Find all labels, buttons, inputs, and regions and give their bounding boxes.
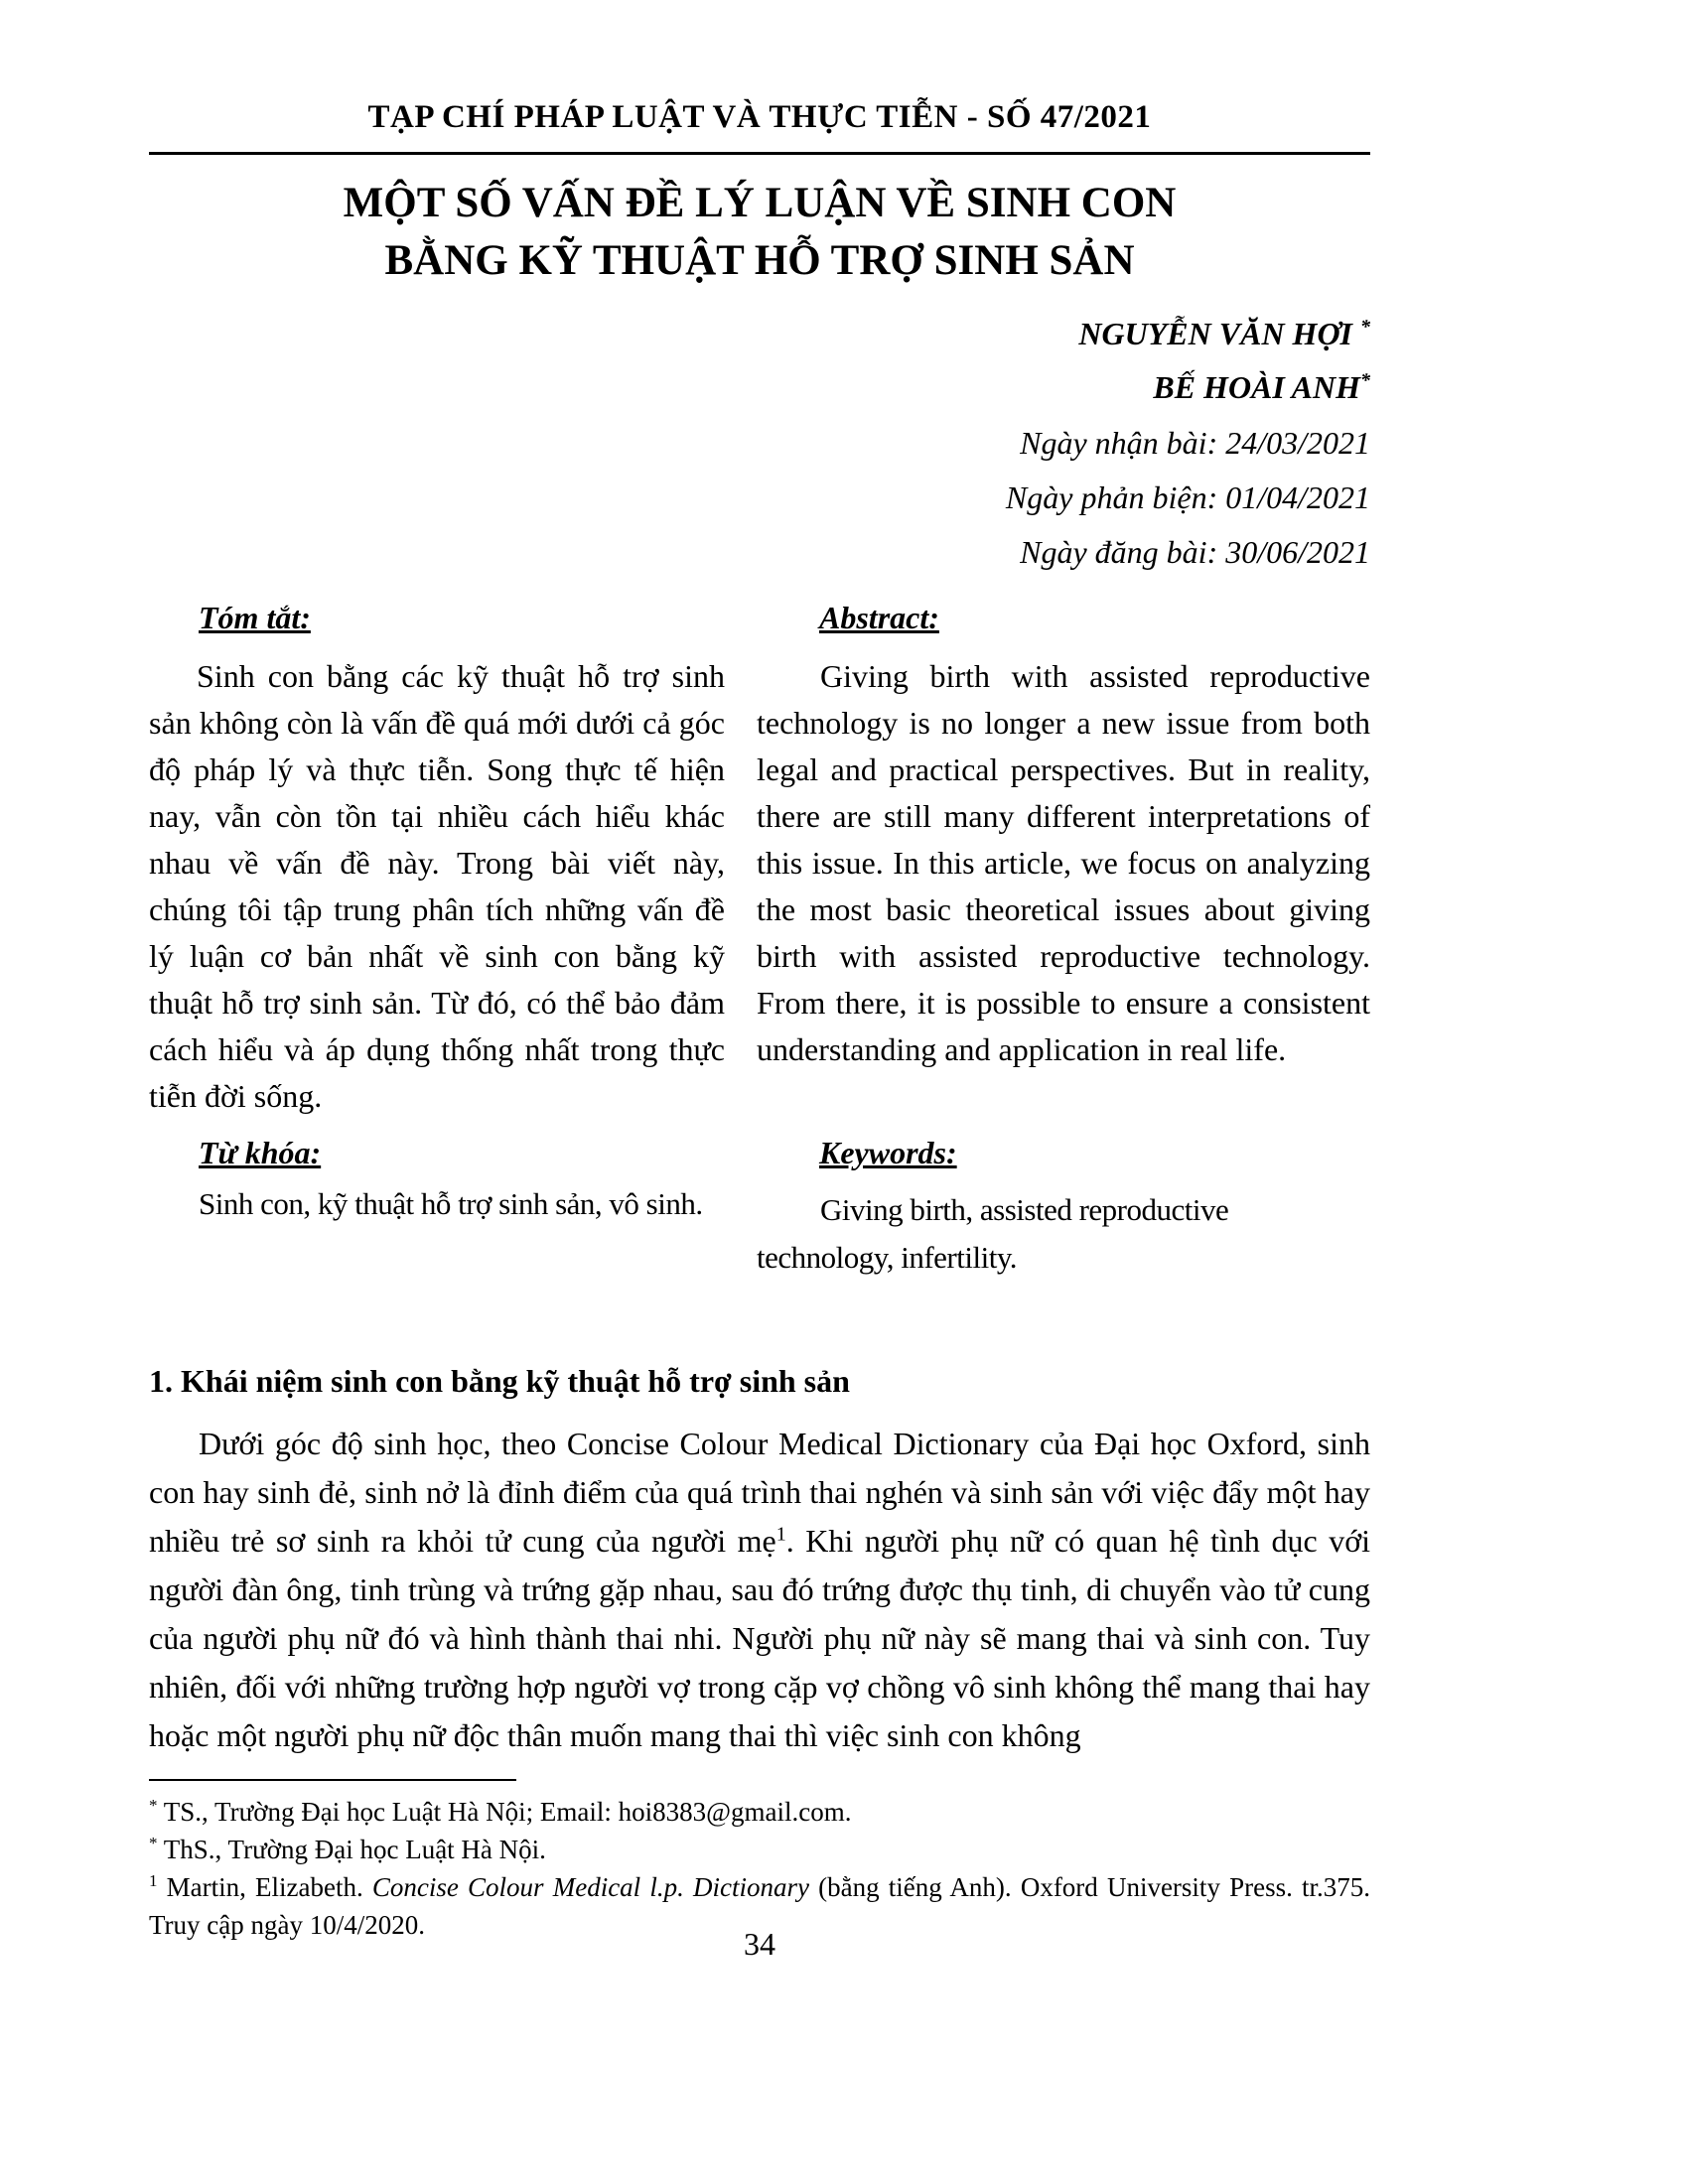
footnote-1-mark: * <box>149 1796 158 1815</box>
section-1-text-part-1: Dưới góc độ sinh học, theo Concise Colour Medical Dictionary của Đại học Oxford, sinh con hay sinh đẻ, sinh nở là đỉnh điểm của quá trình thai nghén và sinh sản với việc đẩy một hay nhiều trẻ sơ sinh ra khỏi tử cung của người mẹ <box>149 1426 1370 1559</box>
footnote-2-mark: * <box>149 1834 158 1852</box>
author-1-name: NGUYỄN VĂN HỢI <box>1078 316 1352 351</box>
abstract-en-heading: Abstract: <box>819 600 939 635</box>
section-1-text-part-2: . Khi người phụ nữ có quan hệ tình dục với người đàn ông, tinh trùng và trứng gặp nhau, sau đó trứng được thụ tinh, di chuyển vào tử cung của người phụ nữ đó và hình thành thai nhi. Người phụ nữ này sẽ mang thai và sinh con. Tuy nhiên, đối với những trường hợp người vợ trong cặp vợ chồng vô sinh không thể mang thai hay hoặc một người phụ nữ độc thân muốn mang thai thì việc sinh con không <box>149 1523 1371 1753</box>
page-number: 34 <box>744 1926 775 1962</box>
abstract-vi-heading: Tóm tắt: <box>199 600 311 635</box>
author-2 <box>1153 369 1370 406</box>
author-2-name: BẾ HOÀI ANH <box>1153 369 1360 405</box>
footnote-3-pre: Martin, Elizabeth. <box>157 1872 372 1902</box>
footnote-ref-1[interactable]: 1 <box>775 1523 786 1546</box>
title-line-1: MỘT SỐ VẤN ĐỀ LÝ LUẬN VỀ SINH CON <box>343 180 1177 226</box>
keywords-vi-heading: Từ khóa: <box>199 1135 322 1170</box>
date-published: Ngày đăng bài: 30/06/2021 <box>1020 534 1370 570</box>
footnote-1 <box>149 1793 1370 1831</box>
footnotes <box>149 1793 1370 1944</box>
footnote-1-text: TS., Trường Đại học Luật Hà Nội; Email: hoi8383@gmail.com. <box>157 1797 852 1827</box>
footnote-3-post: (bằng tiếng Anh). Oxford University Press. tr.375. Truy cập ngày 10/4/2020. <box>149 1872 1371 1940</box>
title-line-2: BẰNG KỸ THUẬT HỖ TRỢ SINH SẢN <box>384 237 1135 284</box>
keywords-en-text: Giving birth, assisted reproductive technology, infertility. <box>757 1192 1229 1275</box>
footnote-3-mark: 1 <box>149 1871 158 1890</box>
journal-header: TẠP CHÍ PHÁP LUẬT VÀ THỰC TIỄN - SỐ 47/2021 <box>367 99 1152 135</box>
abstract-vi-text: Sinh con bằng các kỹ thuật hỗ trợ sinh sản không còn là vấn đề quá mới dưới cả góc độ pháp lý và thực tiễn. Song thực tế hiện nay, vẫn còn tồn tại nhiều cách hiểu khác nhau về vấn đề này. Trong bài viết này, chúng tôi tập trung phân tích những vấn đề lý luận cơ bản nhất về sinh con bằng kỹ thuật hỗ trợ sinh sản. Từ đó, có thể bảo đảm cách hiểu và áp dụng thống nhất trong thực tiễn đời sống. <box>149 658 725 1114</box>
author-1-mark: * <box>1360 316 1370 339</box>
footnote-divider <box>149 1779 516 1781</box>
footnote-2-text: ThS., Trường Đại học Luật Hà Nội. <box>157 1835 546 1864</box>
author-1 <box>1078 316 1370 352</box>
footnote-2 <box>149 1831 1370 1868</box>
article-title <box>149 175 1370 290</box>
date-received: Ngày nhận bài: 24/03/2021 <box>1020 425 1370 461</box>
author-2-mark: * <box>1360 369 1370 392</box>
keywords-en-heading: Keywords: <box>819 1135 957 1170</box>
keywords-vi-text: Sinh con, kỹ thuật hỗ trợ sinh sản, vô sinh. <box>199 1186 703 1221</box>
header-divider <box>149 152 1370 155</box>
section-1-heading: 1. Khái niệm sinh con bằng kỹ thuật hỗ trợ sinh sản <box>149 1363 850 1399</box>
abstract-en-text: Giving birth with assisted reproductive technology is no longer a new issue from both legal and practical perspectives. But in reality, there are still many different interpretations of this issue. In this article, we focus on analyzing the most basic theoretical issues about giving birth with assisted reproductive technology. From there, it is possible to ensure a consistent understanding and application in real life. <box>757 658 1370 1067</box>
footnote-3-book-title: Concise Colour Medical l.p. Dictionary <box>371 1872 809 1902</box>
section-1-body <box>149 1420 1370 1760</box>
date-reviewed: Ngày phản biện: 01/04/2021 <box>1005 479 1370 515</box>
